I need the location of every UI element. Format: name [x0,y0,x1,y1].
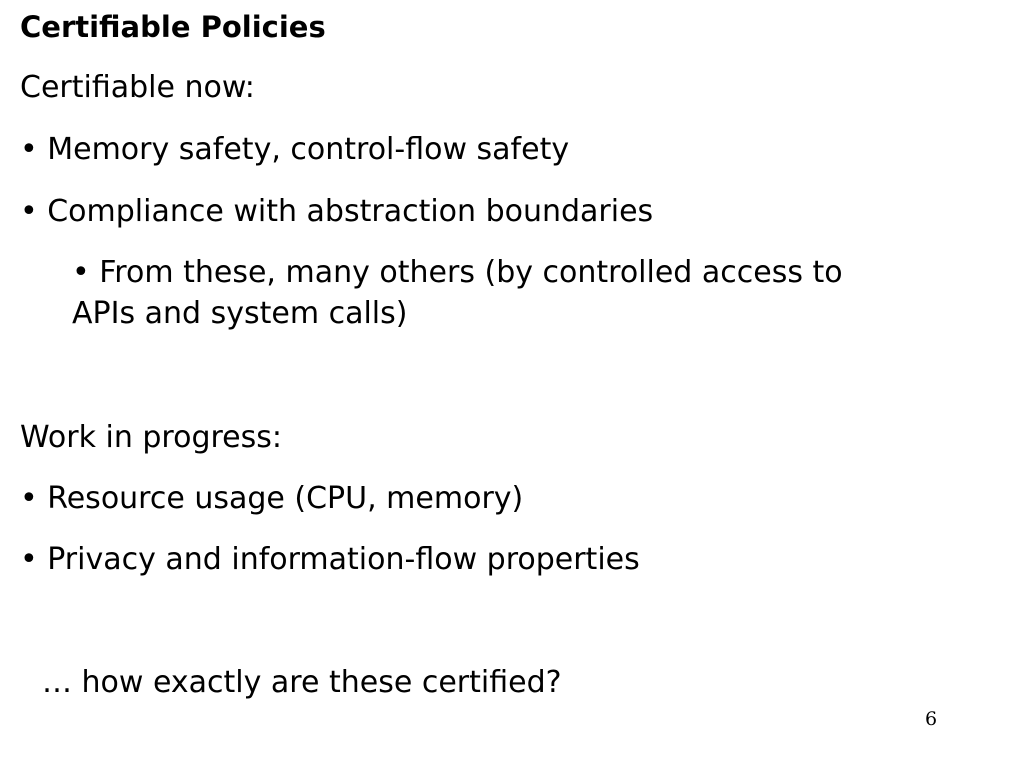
section-heading-progress: Work in progress: [20,420,283,455]
bullet-privacy: • Privacy and information-flow properties [20,542,640,577]
bullet-abstraction-compliance: • Compliance with abstraction boundaries [20,194,654,229]
section-heading-now: Certifiable now: [20,70,255,105]
subbullet-controlled-access-line2: APIs and system calls) [72,296,408,331]
page-number: 6 [925,708,938,730]
closing-question: … how exactly are these certified? [42,665,562,700]
bullet-memory-safety: • Memory safety, control-flow safety [20,132,570,167]
bullet-resource-usage: • Resource usage (CPU, memory) [20,481,524,516]
slide-title: Certifiable Policies [20,10,326,44]
subbullet-controlled-access-line1: • From these, many others (by controlled access to [72,255,843,290]
